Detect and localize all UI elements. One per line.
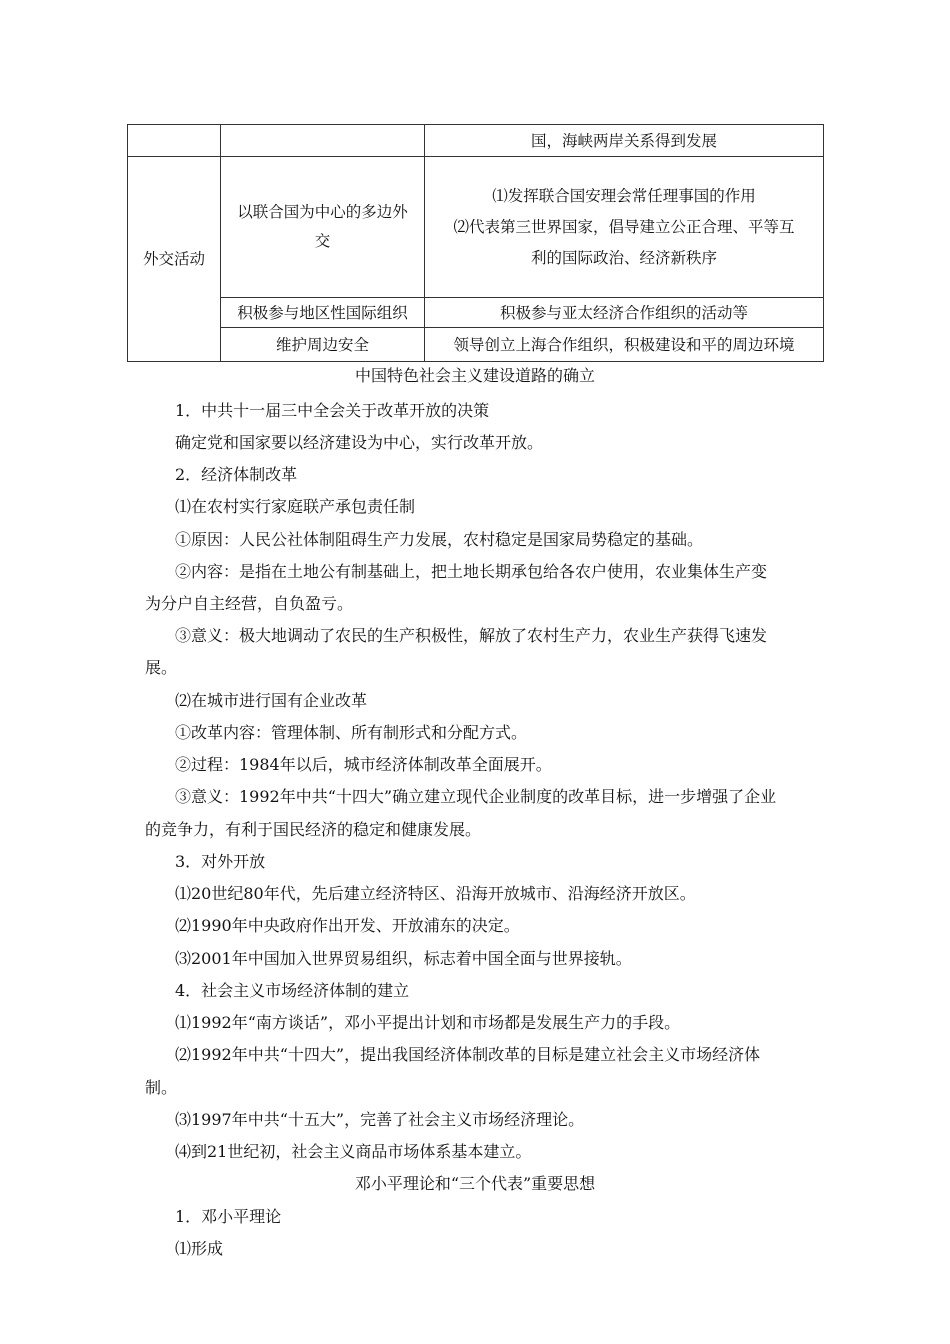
paragraph-line: 1．中共十一届三中全会关于改革开放的决策 bbox=[175, 401, 490, 420]
paragraph-line: ⑴20世纪80年代，先后建立经济特区、沿海开放城市、沿海经济开放区。 bbox=[175, 884, 696, 903]
section-title: 中国特色社会主义建设道路的确立 bbox=[354, 366, 595, 385]
diplomacy-table bbox=[127, 124, 824, 362]
table-cell: 国，海峡两岸关系得到发展 bbox=[425, 125, 824, 157]
paragraph-line: ①原因：人民公社体制阻碍生产力发展，农村稳定是国家局势稳定的基础。 bbox=[175, 530, 704, 549]
paragraph-line: ⑵1990年中央政府作出开发、开放浦东的决定。 bbox=[175, 916, 520, 935]
paragraph-line: 的竞争力，有利于国民经济的稳定和健康发展。 bbox=[145, 820, 482, 839]
paragraph-line: ⑵1992年中共“十四大”，提出我国经济体制改革的目标是建立社会主义市场经济体 bbox=[175, 1045, 761, 1064]
paragraph-line: ⑴在农村实行家庭联产承包责任制 bbox=[175, 497, 416, 516]
paragraph-line: ②内容：是指在土地公有制基础上，把土地长期承包给各农户使用，农业集体生产变 bbox=[175, 562, 768, 581]
table-cell: 领导创立上海合作组织，积极建设和平的周边环境 bbox=[425, 328, 824, 362]
paragraph-line: ⑶1997年中共“十五大”，完善了社会主义市场经济理论。 bbox=[175, 1110, 585, 1129]
table-row bbox=[128, 157, 824, 298]
table-cell: 积极参与地区性国际组织 bbox=[221, 298, 425, 328]
paragraph-line: 2．经济体制改革 bbox=[175, 465, 298, 484]
paragraph-line: ①改革内容：管理体制、所有制形式和分配方式。 bbox=[175, 723, 528, 742]
table-cell bbox=[221, 125, 425, 157]
paragraph-line: ③意义：极大地调动了农民的生产积极性，解放了农村生产力，农业生产获得飞速发 bbox=[175, 626, 768, 645]
paragraph-line: 3．对外开放 bbox=[175, 852, 266, 871]
paragraph-line: 1．邓小平理论 bbox=[175, 1207, 282, 1226]
table-cell: 以联合国为中心的多边外 交 bbox=[221, 157, 425, 298]
paragraph-line: ⑷到21世纪初，社会主义商品市场体系基本建立。 bbox=[175, 1142, 532, 1161]
table-row bbox=[128, 328, 824, 362]
category-cell: 外交活动 bbox=[128, 157, 221, 362]
paragraph-line: 确定党和国家要以经济建设为中心，实行改革开放。 bbox=[175, 433, 544, 452]
table-cell bbox=[128, 125, 221, 157]
paragraph-line: 为分户自主经营，自负盈亏。 bbox=[145, 594, 354, 613]
paragraph-line: ②过程：1984年以后，城市经济体制改革全面展开。 bbox=[175, 755, 552, 774]
paragraph-line: 展。 bbox=[145, 658, 178, 677]
table-cell: 积极参与亚太经济合作组织的活动等 bbox=[425, 298, 824, 328]
table-cell: ⑴发挥联合国安理会常任理事国的作用 ⑵代表第三世界国家，倡导建立公正合理、平等互 利的国际政治、经济新秩序 bbox=[425, 157, 824, 298]
section-title: 邓小平理论和“三个代表”重要思想 bbox=[354, 1174, 596, 1193]
table-cell: 维护周边安全 bbox=[221, 328, 425, 362]
paragraph-line: 制。 bbox=[145, 1078, 178, 1097]
paragraph-line: ⑴1992年“南方谈话”，邓小平提出计划和市场都是发展生产力的手段。 bbox=[175, 1013, 681, 1032]
table-row bbox=[128, 125, 824, 157]
paragraph-line: 4．社会主义市场经济体制的建立 bbox=[175, 981, 410, 1000]
table-row bbox=[128, 298, 824, 328]
paragraph-line: ③意义：1992年中共“十四大”确立建立现代企业制度的改革目标，进一步增强了企业 bbox=[175, 787, 777, 806]
paragraph-line: ⑵在城市进行国有企业改革 bbox=[175, 691, 368, 710]
paragraph-line: ⑶2001年中国加入世界贸易组织，标志着中国全面与世界接轨。 bbox=[175, 949, 632, 968]
paragraph-line: ⑴形成 bbox=[175, 1239, 224, 1258]
